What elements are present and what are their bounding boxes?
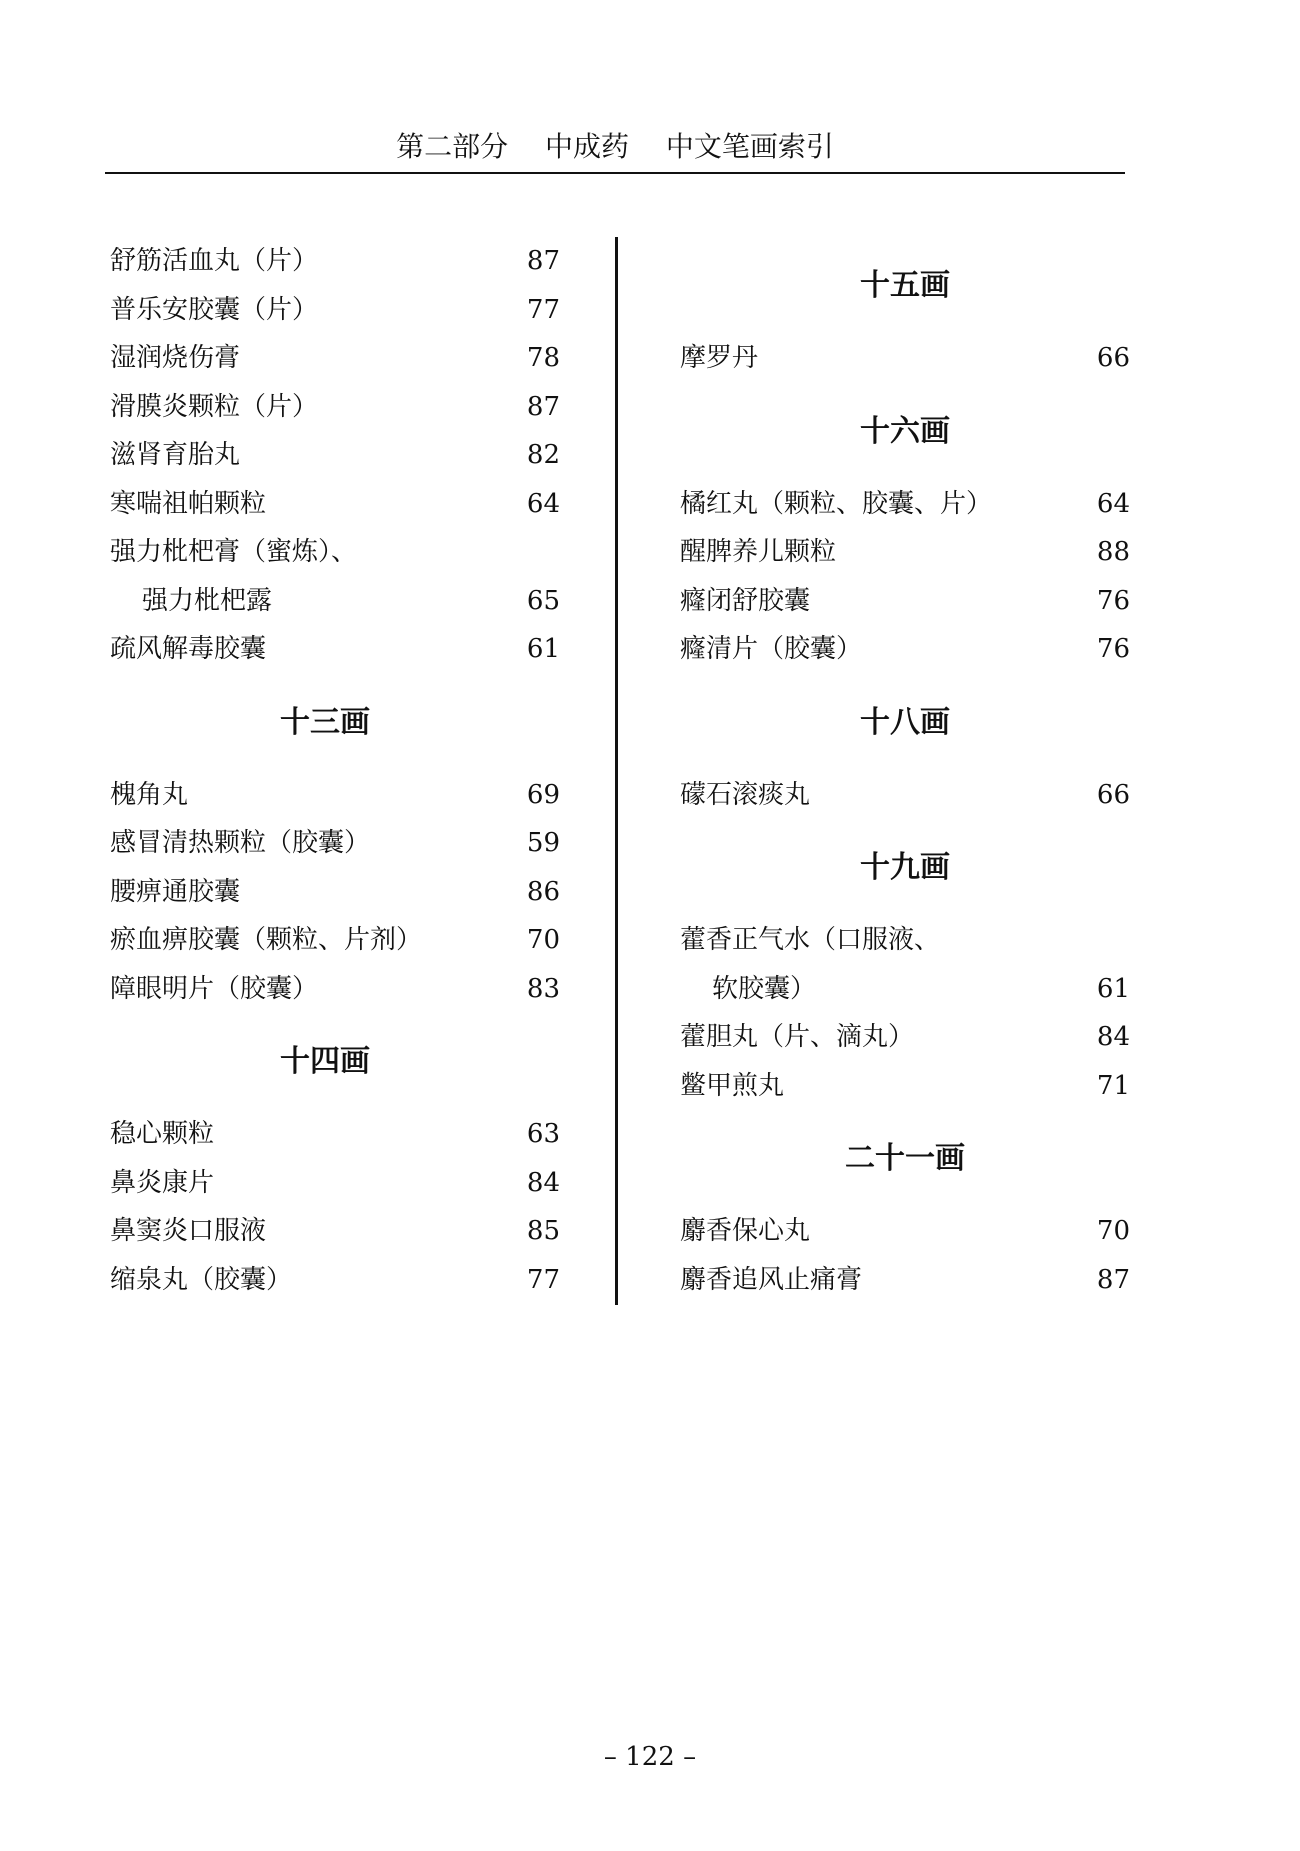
header-index-title: 中文笔画索引 — [665, 130, 834, 163]
index-entry — [110, 528, 560, 577]
entry-page: 70 — [1096, 1216, 1130, 1246]
entry-name: 滋肾育胎丸 — [110, 440, 241, 470]
entry-name: 麝香追风止痛膏 — [680, 1264, 863, 1295]
page-number: – 122 – — [603, 1742, 697, 1772]
entry-name: 麝香保心丸 — [680, 1216, 811, 1246]
entry-page: 69 — [526, 779, 560, 810]
entry-page: 71 — [1096, 1070, 1130, 1101]
entry-page: 84 — [1096, 1022, 1130, 1052]
index-entry-continuation — [110, 577, 560, 626]
stroke-heading: 十六画 — [860, 413, 950, 449]
entry-name: 礞石滚痰丸 — [680, 779, 811, 810]
index-entry — [110, 819, 560, 868]
stroke-heading: 十八画 — [860, 704, 950, 740]
entry-name: 软胶囊） — [712, 973, 817, 1004]
stroke-heading: 二十一画 — [845, 1141, 965, 1176]
entry-page: 59 — [526, 828, 560, 858]
entry-page: 66 — [1096, 779, 1130, 810]
index-entry — [680, 1207, 1130, 1256]
entry-name: 摩罗丹 — [680, 343, 759, 373]
entry-name: 滑膜炎颗粒（片） — [110, 391, 319, 422]
stroke-heading: 十九画 — [860, 850, 950, 885]
entry-name: 癃清片（胶囊） — [680, 634, 863, 664]
entry-name: 障眼明片（胶囊） — [110, 973, 319, 1004]
left-column — [110, 237, 560, 1304]
index-entry — [110, 286, 560, 335]
entry-name: 鼻炎康片 — [110, 1167, 215, 1198]
entry-name: 藿胆丸（片、滴丸） — [680, 1022, 915, 1052]
entry-page: 65 — [526, 585, 560, 616]
index-entry — [680, 1256, 1130, 1305]
entry-name: 普乐安胶囊（片） — [110, 294, 319, 325]
index-entry — [680, 577, 1130, 626]
entry-name: 舒筋活血丸（片） — [110, 246, 319, 276]
index-entry — [110, 916, 560, 965]
index-entry — [680, 625, 1130, 674]
entry-page: 82 — [526, 440, 560, 470]
entry-name: 湿润烧伤膏 — [110, 343, 241, 373]
entry-name: 癃闭舒胶囊 — [680, 585, 811, 616]
index-entry — [680, 1062, 1130, 1111]
entry-name: 橘红丸（颗粒、胶囊、片） — [680, 488, 993, 519]
entry-name: 槐角丸 — [110, 779, 189, 810]
entry-name: 腰痹通胶囊 — [110, 876, 241, 907]
index-entry — [680, 916, 1130, 965]
entry-page: 64 — [526, 488, 560, 519]
index-entry — [110, 868, 560, 917]
entry-page: 78 — [526, 343, 560, 373]
index-entry — [110, 1256, 560, 1305]
entry-page: 63 — [526, 1119, 560, 1149]
index-entry — [680, 1013, 1130, 1062]
index-entry — [110, 383, 560, 432]
entry-page: 87 — [526, 391, 560, 422]
entry-page: 84 — [526, 1167, 560, 1198]
index-entry — [110, 1207, 560, 1256]
entry-page: 87 — [526, 246, 560, 276]
entry-page: 77 — [526, 1264, 560, 1295]
index-entry — [110, 237, 560, 286]
entry-page: 76 — [1096, 585, 1130, 616]
header-part: 第二部分 — [396, 130, 509, 163]
entry-page: 77 — [526, 294, 560, 325]
column-divider — [615, 237, 618, 1305]
entry-page: 64 — [1096, 488, 1130, 519]
stroke-heading: 十五画 — [860, 268, 950, 303]
entry-name: 缩泉丸（胶囊） — [110, 1264, 293, 1295]
stroke-heading: 十四画 — [280, 1044, 370, 1079]
index-entry — [110, 965, 560, 1014]
index-entry — [110, 431, 560, 480]
index-entry — [680, 528, 1130, 577]
entry-name: 鼻窦炎口服液 — [110, 1216, 267, 1246]
index-entry — [110, 1159, 560, 1208]
entry-page: 86 — [526, 876, 560, 907]
index-entry — [110, 334, 560, 383]
entry-page: 83 — [526, 973, 560, 1004]
entry-name: 瘀血痹胶囊（颗粒、片剂） — [110, 925, 423, 955]
entry-name: 醒脾养儿颗粒 — [680, 537, 837, 567]
entry-page: 88 — [1096, 537, 1130, 567]
entry-name: 强力枇杷膏（蜜炼）、 — [110, 537, 358, 567]
index-entry — [680, 480, 1130, 529]
entry-page: 61 — [526, 634, 560, 664]
right-column — [680, 237, 1130, 1304]
index-entry-continuation — [680, 965, 1130, 1014]
entry-name: 寒喘祖帕颗粒 — [110, 488, 267, 519]
index-entry — [110, 1110, 560, 1159]
entry-name: 强力枇杷露 — [142, 585, 273, 616]
entry-name: 疏风解毒胶囊 — [110, 634, 267, 664]
entry-page: 85 — [526, 1216, 560, 1246]
entry-page: 66 — [1096, 343, 1130, 373]
page-header — [105, 122, 1125, 172]
entry-name: 鳖甲煎丸 — [680, 1070, 785, 1101]
entry-page: 87 — [1096, 1264, 1130, 1295]
index-entry — [680, 334, 1130, 383]
index-entry — [680, 771, 1130, 820]
entry-page: 76 — [1096, 634, 1130, 664]
entry-name: 感冒清热颗粒（胶囊） — [110, 828, 371, 858]
stroke-heading: 十三画 — [280, 704, 370, 740]
header-rule — [105, 172, 1125, 174]
index-entry — [110, 480, 560, 529]
entry-name: 藿香正气水（口服液、 — [680, 925, 941, 955]
entry-page: 61 — [1096, 973, 1130, 1004]
index-entry — [110, 625, 560, 674]
entry-page: 70 — [526, 925, 560, 955]
header-category: 中成药 — [544, 130, 629, 163]
entry-name: 稳心颗粒 — [110, 1119, 215, 1149]
index-entry — [110, 771, 560, 820]
